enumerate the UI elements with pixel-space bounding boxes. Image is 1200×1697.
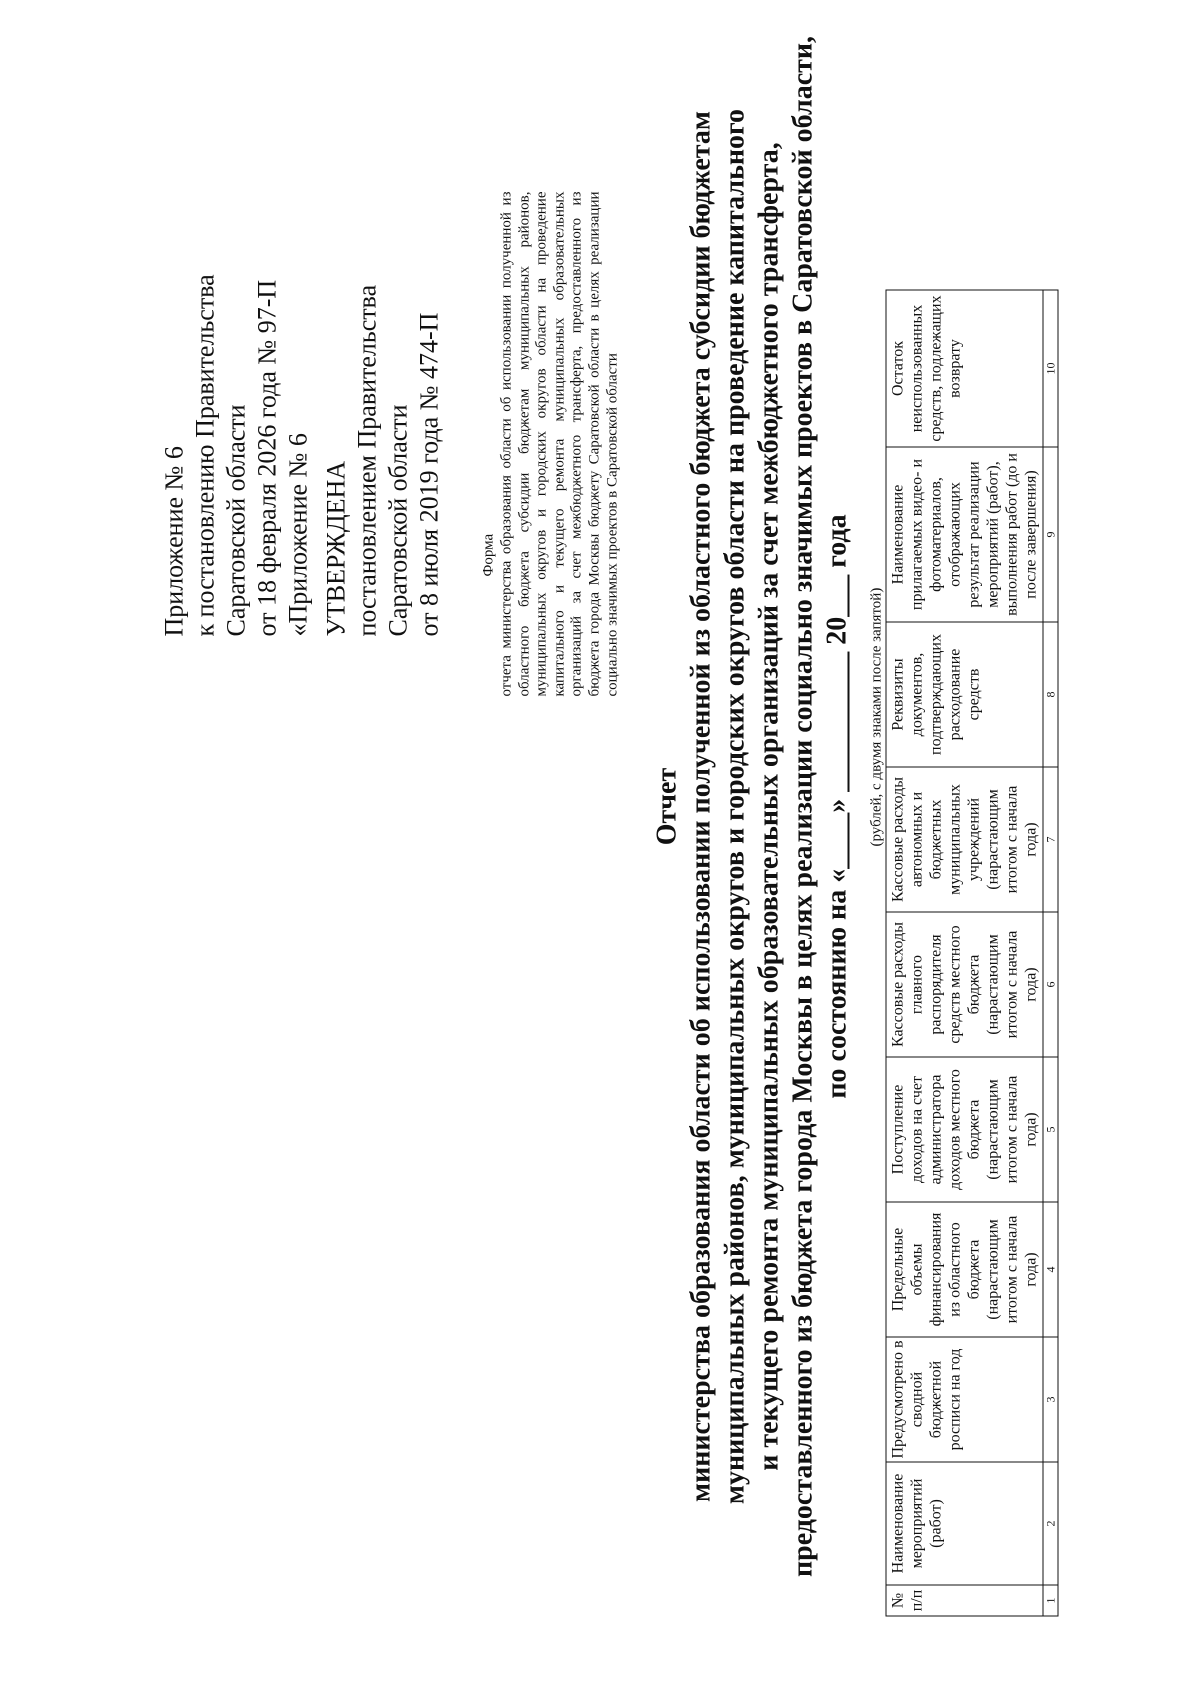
column-header: Предусмотрено в сводной бюджетной росписи на год: [886, 1337, 1043, 1462]
column-number: 2: [1043, 1462, 1058, 1585]
approval-line: от 8 июля 2019 года № 474-П: [414, 312, 444, 637]
report-title-line: и текущего ремонта муниципальных образовательных организаций за счет межбюджетного трансферта,: [753, 142, 785, 1471]
report-title: Отчет: [651, 767, 683, 846]
report-title-line: муниципальных районов, муниципальных округов и городских округов области на проведение капитального: [719, 108, 751, 1505]
column-number: 8: [1043, 622, 1058, 767]
column-header: № п/п: [886, 1585, 1043, 1616]
table-header-row: [886, 290, 1043, 1616]
approval-line: Саратовской области: [383, 404, 413, 637]
report-title-line: предоставленного из бюджета города Москвы в целях реализации социально значимых проектов в Саратовской области,: [787, 35, 819, 1578]
column-number: 6: [1043, 912, 1058, 1057]
column-number: 4: [1043, 1202, 1058, 1337]
column-header: Остаток неиспользованных средств, подлежащих возврату: [886, 290, 1043, 447]
column-header: Кассовые расходы автономных и бюджетных муниципальных учреждений (нарастающим итогом с начала года): [886, 767, 1043, 912]
column-header: Поступление доходов на счет администратора доходов местного бюджета (нарастающим итогом с начала года): [886, 1057, 1043, 1202]
column-number: 1: [1043, 1585, 1058, 1616]
appendix-line: к постановлению Правительства: [190, 274, 220, 637]
appendix-line: Приложение № 6: [159, 446, 189, 637]
column-header: Реквизиты документов, подтверждающих расходование средств: [886, 622, 1043, 767]
column-number: 9: [1043, 447, 1058, 622]
report-date-line: по состоянию на «____» __________ 20___ года: [821, 514, 853, 1099]
approval-block: [321, 117, 445, 637]
report-heading: [651, 17, 855, 1597]
appendix-block: [159, 117, 314, 637]
column-number-row: [1043, 290, 1058, 1616]
approval-line: УТВЕРЖДЕНА: [321, 460, 351, 637]
column-header: Наименование прилагаемых видео- и фотоматериалов, отображающих результат реализации мероприятий (работ), выполнения работ (до и после завершения): [886, 447, 1043, 622]
column-number: 10: [1043, 290, 1058, 447]
approval-line: постановлением Правительства: [352, 284, 382, 637]
column-header: Наименование мероприятий (работ): [886, 1462, 1043, 1585]
report-title-line: министерства образования области об использовании полученной из областного бюджета субсидии бюджетам: [685, 111, 717, 1502]
column-number: 7: [1043, 767, 1058, 912]
column-header: Предельные объемы финансирования из областного бюджета (нарастающим итогом с начала года): [886, 1202, 1043, 1337]
form-label: Форма: [480, 533, 497, 577]
units-note: (рублей, с двумя знаками после запятой): [868, 587, 885, 847]
appendix-line: Саратовской области: [221, 404, 251, 637]
report-table: [886, 290, 1059, 1617]
appendix-line: «Приложение № 6: [283, 433, 313, 637]
document-page: [1, 0, 1200, 1697]
appendix-line: от 18 февраля 2026 года № 97-П: [252, 279, 282, 637]
column-number: 5: [1043, 1057, 1058, 1202]
form-description: отчета министерства образования области об использовании полученной из областного бюджета субсидии бюджетам муниципальных районов, муниципальных округов и городских округов области на проведение капитального и текущего ремонта муниципальных образовательных организаций за счет межбюджетного трансферта, предоставленного из бюджета города Москвы бюджету Саратовской области в целях реализации социально значимых проектов в Саратовской области: [498, 191, 621, 697]
column-header: Кассовые расходы главного распорядителя средств местного бюджета (нарастающим итогом с начала года): [886, 912, 1043, 1057]
column-number: 3: [1043, 1337, 1058, 1462]
